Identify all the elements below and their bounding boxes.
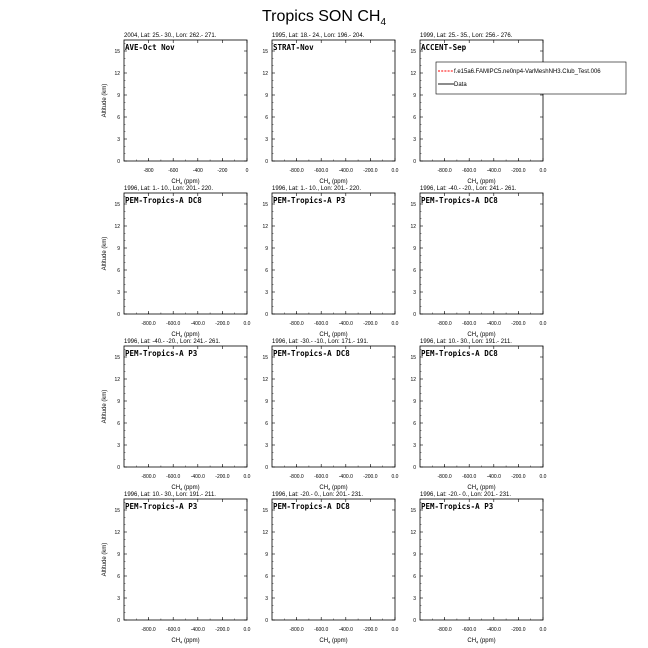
y-tick-label: 9: [265, 246, 268, 252]
plot-frame: [420, 499, 543, 620]
y-tick-label: 12: [262, 71, 268, 77]
y-tick-label: 0: [413, 465, 416, 471]
campaign-label: ACCENT-Sep: [421, 43, 467, 52]
x-tick-label: -400.0: [486, 474, 501, 480]
x-tick-label: -400.0: [190, 321, 205, 327]
panel-header: 1996, Lat: -40.- -20., Lon: 241.- 261.: [420, 186, 517, 192]
y-tick-label: 12: [114, 530, 120, 536]
x-tick-label: -800.0: [437, 474, 452, 480]
y-tick-label: 3: [413, 137, 416, 143]
panel-7: [102, 339, 251, 492]
campaign-label: PEM-Tropics-A DC8: [421, 196, 498, 205]
campaign-label: AVE-Oct Nov: [125, 43, 175, 52]
panel-header: 1996, Lat: 1.- 10., Lon: 201.- 220.: [124, 186, 214, 192]
x-tick-label: -400.0: [338, 627, 353, 633]
y-tick-label: 9: [413, 399, 416, 405]
y-tick-label: 9: [265, 552, 268, 558]
campaign-label: PEM-Tropics-A P3: [125, 502, 198, 511]
x-axis-label: $CH_4$ (ppm): [171, 179, 200, 186]
campaign-label: PEM-Tropics-A DC8: [125, 196, 202, 205]
y-tick-label: 6: [265, 574, 268, 580]
y-tick-label: 0: [413, 159, 416, 165]
x-axis-label: $CH_4$ (ppm): [467, 485, 496, 492]
x-tick-label: 0.0: [243, 321, 251, 327]
x-tick-label: -600.0: [314, 474, 329, 480]
y-tick-label: 9: [413, 246, 416, 252]
y-axis-label: Altitude (km): [102, 542, 108, 577]
plot-frame: [272, 499, 395, 620]
x-tick-label: -200.0: [363, 168, 378, 174]
panel-6: [410, 186, 546, 339]
panel-header: 1996, Lat: -40.- -20., Lon: 241.- 261.: [124, 339, 221, 345]
y-tick-label: 6: [265, 268, 268, 274]
x-tick-label: -600.0: [314, 321, 329, 327]
y-tick-label: 12: [410, 377, 416, 383]
y-tick-label: 6: [413, 574, 416, 580]
y-tick-label: 15: [114, 508, 120, 514]
y-tick-label: 3: [413, 290, 416, 296]
x-tick-label: 0.0: [391, 474, 399, 480]
y-tick-label: 6: [117, 115, 120, 121]
x-axis-label: $CH_4$ (ppm): [171, 332, 200, 339]
y-tick-label: 12: [410, 530, 416, 536]
y-tick-label: 9: [265, 399, 268, 405]
y-tick-label: 15: [410, 202, 416, 208]
figure-title-subscript: 4: [380, 17, 387, 29]
y-tick-label: 3: [265, 596, 268, 602]
x-tick-label: -600.0: [462, 474, 477, 480]
x-tick-label: -800.0: [289, 321, 304, 327]
y-axis-label: Altitude (km): [102, 389, 108, 424]
y-tick-label: 3: [265, 290, 268, 296]
y-tick-label: 15: [262, 508, 268, 514]
x-tick-label: -200.0: [363, 474, 378, 480]
plot-frame: [124, 40, 247, 161]
x-axis-label: $CH_4$ (ppm): [467, 332, 496, 339]
y-tick-label: 12: [410, 71, 416, 77]
x-tick-label: -400.0: [338, 474, 353, 480]
y-tick-label: 15: [114, 355, 120, 361]
panel-10: [102, 492, 251, 645]
x-tick-label: -800.0: [141, 627, 156, 633]
y-axis-label: Altitude (km): [102, 236, 108, 271]
x-axis-label: $CH_4$ (ppm): [171, 485, 200, 492]
plot-frame: [124, 346, 247, 467]
panel-4: [102, 186, 251, 339]
x-axis-label: $CH_4$ (ppm): [319, 485, 348, 492]
x-tick-label: -200.0: [511, 168, 526, 174]
y-tick-label: 6: [265, 421, 268, 427]
campaign-label: PEM-Tropics-A DC8: [273, 349, 350, 358]
campaign-label: PEM-Tropics-A P3: [273, 196, 346, 205]
panel-header: 1996, Lat: -30.- -10., Lon: 171.- 191.: [272, 339, 369, 345]
y-tick-label: 9: [413, 93, 416, 99]
panel-9: [410, 339, 546, 492]
x-tick-label: -200.0: [215, 321, 230, 327]
y-tick-label: 0: [117, 159, 120, 165]
y-tick-label: 3: [117, 290, 120, 296]
y-tick-label: 12: [114, 71, 120, 77]
x-tick-label: -600.0: [462, 168, 477, 174]
y-tick-label: 6: [413, 421, 416, 427]
plot-frame: [272, 346, 395, 467]
x-tick-label: -800.0: [141, 474, 156, 480]
x-tick-label: -800.0: [289, 474, 304, 480]
x-tick-label: -600.0: [462, 321, 477, 327]
y-tick-label: 6: [413, 268, 416, 274]
campaign-label: PEM-Tropics-A DC8: [273, 502, 350, 511]
plot-frame: [272, 193, 395, 314]
y-tick-label: 0: [265, 312, 268, 318]
y-tick-label: 0: [117, 312, 120, 318]
x-tick-label: 0.0: [391, 627, 399, 633]
x-tick-label: -200.0: [511, 474, 526, 480]
y-tick-label: 15: [262, 202, 268, 208]
x-tick-label: -600.0: [314, 168, 329, 174]
x-tick-label: -800.0: [141, 321, 156, 327]
plot-frame: [272, 40, 395, 161]
x-tick-label: -200.0: [511, 321, 526, 327]
x-axis-label: $CH_4$ (ppm): [467, 179, 496, 186]
panel-header: 1996, Lat: 10.- 30., Lon: 191.- 211.: [124, 492, 216, 498]
y-tick-label: 0: [117, 465, 120, 471]
y-tick-label: 0: [265, 465, 268, 471]
x-tick-label: -800.0: [289, 168, 304, 174]
panel-header: 1996, Lat: -20.- 0., Lon: 201.- 231.: [420, 492, 512, 498]
x-tick-label: -400.0: [486, 321, 501, 327]
legend: [436, 62, 626, 94]
legend-entry: f.e15a6.FAMIPC5.ne0np4-VarMeshNH3.Club_Test.006: [454, 69, 601, 75]
panel-header: 1999, Lat: 25.- 35., Lon: 256.- 276.: [420, 33, 513, 39]
y-tick-label: 0: [265, 618, 268, 624]
y-tick-label: 15: [114, 202, 120, 208]
y-tick-label: 0: [265, 159, 268, 165]
y-tick-label: 6: [117, 574, 120, 580]
x-axis-label: $CH_4$ (ppm): [319, 332, 348, 339]
campaign-label: STRAT-Nov: [273, 43, 314, 52]
y-tick-label: 9: [117, 552, 120, 558]
panel-header: 2004, Lat: 25.- 30., Lon: 262.- 271.: [124, 33, 217, 39]
campaign-label: PEM-Tropics-A P3: [125, 349, 198, 358]
x-axis-label: $CH_4$ (ppm): [319, 638, 348, 645]
x-tick-label: -800.0: [289, 627, 304, 633]
y-tick-label: 9: [117, 246, 120, 252]
x-tick-label: -200.0: [215, 474, 230, 480]
plot-frame: [124, 193, 247, 314]
y-tick-label: 9: [117, 399, 120, 405]
y-tick-label: 15: [410, 508, 416, 514]
panel-5: [262, 186, 398, 339]
x-tick-label: -600.0: [314, 627, 329, 633]
panel-header: 1995, Lat: 18.- 24., Lon: 196.- 204.: [272, 33, 365, 39]
y-tick-label: 15: [262, 49, 268, 55]
y-tick-label: 0: [413, 618, 416, 624]
x-axis-label: $CH_4$ (ppm): [171, 638, 200, 645]
x-tick-label: -200.0: [511, 627, 526, 633]
y-tick-label: 6: [413, 115, 416, 121]
legend-entry: Data: [454, 82, 467, 88]
x-tick-label: -600.0: [166, 627, 181, 633]
x-tick-label: 0.0: [243, 627, 251, 633]
x-tick-label: -200.0: [363, 321, 378, 327]
panel-3: [410, 33, 546, 186]
x-tick-label: -400: [192, 168, 203, 174]
x-tick-label: -400.0: [338, 321, 353, 327]
plot-frame: [124, 499, 247, 620]
x-tick-label: -600: [168, 168, 179, 174]
x-tick-label: -800.0: [437, 321, 452, 327]
y-tick-label: 12: [114, 377, 120, 383]
y-tick-label: 6: [265, 115, 268, 121]
panel-header: 1996, Lat: -20.- 0., Lon: 201.- 231.: [272, 492, 364, 498]
y-tick-label: 3: [265, 137, 268, 143]
x-tick-label: -600.0: [166, 321, 181, 327]
plot-frame: [420, 346, 543, 467]
x-tick-label: -400.0: [486, 627, 501, 633]
legend-box: [436, 62, 626, 94]
y-tick-label: 15: [410, 49, 416, 55]
y-tick-label: 12: [262, 377, 268, 383]
x-tick-label: 0.0: [539, 321, 547, 327]
x-tick-label: -400.0: [338, 168, 353, 174]
x-tick-label: 0: [245, 168, 249, 174]
panel-1: [102, 33, 249, 186]
panel-8: [262, 339, 398, 492]
y-tick-label: 3: [265, 443, 268, 449]
x-tick-label: -800.0: [437, 168, 452, 174]
y-tick-label: 0: [413, 312, 416, 318]
plot-frame: [420, 193, 543, 314]
x-tick-label: 0.0: [391, 321, 399, 327]
x-tick-label: 0.0: [539, 474, 547, 480]
x-tick-label: -200.0: [363, 627, 378, 633]
campaign-label: PEM-Tropics-A P3: [421, 502, 494, 511]
y-tick-label: 3: [117, 137, 120, 143]
y-tick-label: 3: [413, 596, 416, 602]
panel-11: [262, 492, 398, 645]
y-tick-label: 12: [262, 530, 268, 536]
panel-header: 1996, Lat: 10.- 30., Lon: 191.- 211.: [420, 339, 512, 345]
x-tick-label: -400.0: [190, 474, 205, 480]
plot-frame: [420, 40, 543, 161]
x-tick-label: -400.0: [190, 627, 205, 633]
y-tick-label: 9: [413, 552, 416, 558]
campaign-label: PEM-Tropics-A DC8: [421, 349, 498, 358]
x-tick-label: -200.0: [215, 627, 230, 633]
y-tick-label: 0: [117, 618, 120, 624]
y-tick-label: 9: [117, 93, 120, 99]
y-tick-label: 9: [265, 93, 268, 99]
y-tick-label: 3: [117, 443, 120, 449]
x-tick-label: 0.0: [539, 627, 547, 633]
x-tick-label: -400.0: [486, 168, 501, 174]
panel-2: [262, 33, 398, 186]
panel-header: 1996, Lat: 1.- 10., Lon: 201.- 220.: [272, 186, 362, 192]
y-tick-label: 12: [262, 224, 268, 230]
x-axis-label: $CH_4$ (ppm): [319, 179, 348, 186]
x-tick-label: -600.0: [462, 627, 477, 633]
y-tick-label: 12: [114, 224, 120, 230]
x-tick-label: 0.0: [243, 474, 251, 480]
y-axis-label: Altitude (km): [102, 83, 108, 118]
panel-12: [410, 492, 546, 645]
x-tick-label: -800.0: [437, 627, 452, 633]
x-tick-label: 0.0: [391, 168, 399, 174]
y-tick-label: 6: [117, 268, 120, 274]
y-tick-label: 15: [410, 355, 416, 361]
x-tick-label: -200: [217, 168, 228, 174]
x-tick-label: -800: [143, 168, 154, 174]
y-tick-label: 3: [413, 443, 416, 449]
y-tick-label: 15: [262, 355, 268, 361]
y-tick-label: 6: [117, 421, 120, 427]
y-tick-label: 3: [117, 596, 120, 602]
x-tick-label: -600.0: [166, 474, 181, 480]
x-tick-label: 0.0: [539, 168, 547, 174]
y-tick-label: 12: [410, 224, 416, 230]
x-axis-label: $CH_4$ (ppm): [467, 638, 496, 645]
y-tick-label: 15: [114, 49, 120, 55]
figure-title-text: Tropics SON CH: [261, 8, 381, 25]
